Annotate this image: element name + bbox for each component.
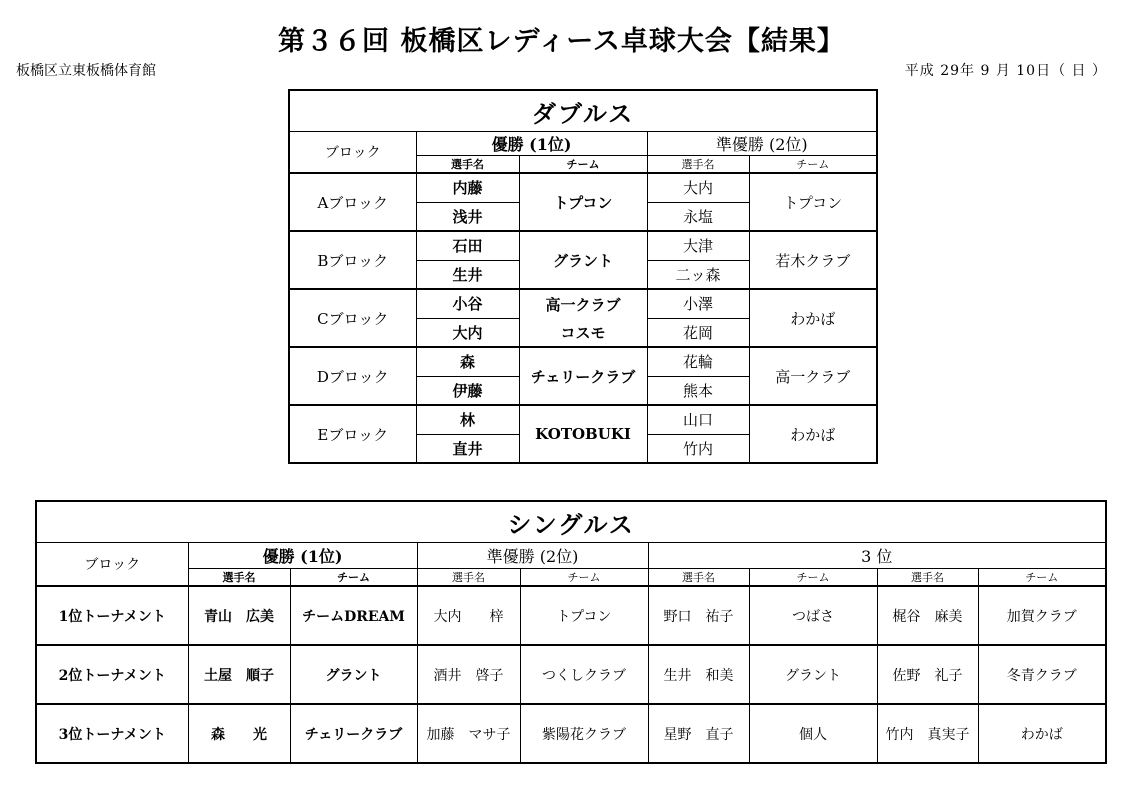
singles-third1-team: つばさ (749, 586, 877, 645)
singles-runnerup-team: つくしクラブ (520, 645, 648, 704)
doubles-runnerup-player1: 山口 (647, 405, 749, 434)
singles-third1-team-header: チーム (749, 569, 877, 587)
doubles-winner-player2: 浅井 (416, 202, 519, 231)
page-title: 第３６回 板橋区レディース卓球大会【結果】 (278, 26, 845, 57)
doubles-runnerup-player1: 大津 (647, 231, 749, 260)
singles-block-cell: 3位トーナメント (36, 704, 188, 763)
singles-third2-player: 佐野 礼子 (877, 645, 978, 704)
doubles-winner-team: トプコン (519, 173, 647, 231)
singles-winner-header: 優勝 (1位) (188, 543, 417, 569)
doubles-runnerup-team: わかば (749, 405, 877, 463)
singles-winner-team: チェリークラブ (290, 704, 417, 763)
doubles-winner-team: KOTOBUKI (519, 405, 647, 463)
singles-runnerup-player: 大内 梓 (417, 586, 520, 645)
doubles-runnerup-header: 準優勝 (2位) (647, 132, 877, 156)
table-row (36, 704, 1106, 763)
doubles-table (288, 89, 878, 464)
singles-third2-player: 竹内 真実子 (877, 704, 978, 763)
singles-winner-team: チームDREAM (290, 586, 417, 645)
doubles-runnerup-player2: 熊本 (647, 376, 749, 405)
doubles-winner-player2: 生井 (416, 260, 519, 289)
singles-runnerup-header: 準優勝 (2位) (417, 543, 648, 569)
singles-winner-player: 森 光 (188, 704, 290, 763)
singles-winner-team: グラント (290, 645, 417, 704)
doubles-winner-player1: 石田 (416, 231, 519, 260)
singles-runnerup-player-header: 選手名 (417, 569, 520, 587)
doubles-winner-player2: 伊藤 (416, 376, 519, 405)
singles-third1-team: グラント (749, 645, 877, 704)
doubles-winner-player1: 内藤 (416, 173, 519, 202)
doubles-runnerup-player2: 二ッ森 (647, 260, 749, 289)
doubles-runnerup-team-header: チーム (749, 156, 877, 174)
singles-third1-team: 個人 (749, 704, 877, 763)
doubles-runnerup-team: 若木クラブ (749, 231, 877, 289)
doubles-winner-player-header: 選手名 (416, 156, 519, 174)
singles-col-block: ブロック (36, 543, 188, 587)
table-row (36, 586, 1106, 645)
doubles-section-title: ダブルス (289, 90, 877, 132)
table-row (36, 645, 1106, 704)
table-row (289, 231, 877, 260)
doubles-runnerup-player1: 花輪 (647, 347, 749, 376)
singles-third1-player: 星野 直子 (648, 704, 749, 763)
doubles-winner-header: 優勝 (1位) (416, 132, 647, 156)
doubles-block-cell: Dブロック (289, 347, 416, 405)
singles-third1-player: 生井 和美 (648, 645, 749, 704)
doubles-runnerup-player-header: 選手名 (647, 156, 749, 174)
singles-runnerup-team-header: チーム (520, 569, 648, 587)
singles-section-title: シングルス (36, 501, 1106, 543)
doubles-winner-player1: 小谷 (416, 289, 519, 318)
singles-third2-team: 加賀クラブ (978, 586, 1106, 645)
singles-third1-player-header: 選手名 (648, 569, 749, 587)
doubles-block-cell: Cブロック (289, 289, 416, 347)
singles-winner-team-header: チーム (290, 569, 417, 587)
doubles-runnerup-player2: 永塩 (647, 202, 749, 231)
doubles-runnerup-team: トプコン (749, 173, 877, 231)
singles-third2-team: わかば (978, 704, 1106, 763)
doubles-runnerup-player2: 花岡 (647, 318, 749, 347)
singles-runnerup-team: トプコン (520, 586, 648, 645)
singles-third2-team-header: チーム (978, 569, 1106, 587)
singles-winner-player: 土屋 順子 (188, 645, 290, 704)
singles-winner-player-header: 選手名 (188, 569, 290, 587)
venue-label: 板橋区立東板橋体育館 (16, 63, 156, 79)
doubles-winner-team-2: コスモ (519, 318, 647, 347)
doubles-winner-player2: 大内 (416, 318, 519, 347)
singles-runnerup-player: 酒井 啓子 (417, 645, 520, 704)
doubles-block-cell: Aブロック (289, 173, 416, 231)
doubles-runnerup-team: わかば (749, 289, 877, 347)
singles-block-cell: 1位トーナメント (36, 586, 188, 645)
table-row (289, 405, 877, 434)
singles-winner-player: 青山 広美 (188, 586, 290, 645)
doubles-winner-player2: 直井 (416, 434, 519, 463)
singles-third1-player: 野口 祐子 (648, 586, 749, 645)
table-row (289, 289, 877, 318)
singles-third-header: 3 位 (648, 543, 1106, 569)
doubles-winner-team-header: チーム (519, 156, 647, 174)
singles-table (35, 500, 1107, 764)
doubles-winner-player1: 森 (416, 347, 519, 376)
date-label: 平成 29年 9 月 10日（ 日 ） (904, 63, 1107, 79)
doubles-winner-team: グラント (519, 231, 647, 289)
singles-third2-player-header: 選手名 (877, 569, 978, 587)
doubles-runnerup-team: 高一クラブ (749, 347, 877, 405)
singles-block-cell: 2位トーナメント (36, 645, 188, 704)
doubles-winner-team: 高一クラブ (519, 289, 647, 318)
singles-third2-player: 梶谷 麻美 (877, 586, 978, 645)
doubles-runnerup-player2: 竹内 (647, 434, 749, 463)
singles-runnerup-player: 加藤 マサ子 (417, 704, 520, 763)
doubles-winner-player1: 林 (416, 405, 519, 434)
singles-third2-team: 冬青クラブ (978, 645, 1106, 704)
doubles-block-cell: Bブロック (289, 231, 416, 289)
singles-runnerup-team: 紫陽花クラブ (520, 704, 648, 763)
table-row (289, 347, 877, 376)
doubles-block-cell: Eブロック (289, 405, 416, 463)
doubles-runnerup-player1: 小澤 (647, 289, 749, 318)
doubles-runnerup-player1: 大内 (647, 173, 749, 202)
doubles-col-block: ブロック (289, 132, 416, 174)
doubles-winner-team: チェリークラブ (519, 347, 647, 405)
table-row (289, 173, 877, 202)
